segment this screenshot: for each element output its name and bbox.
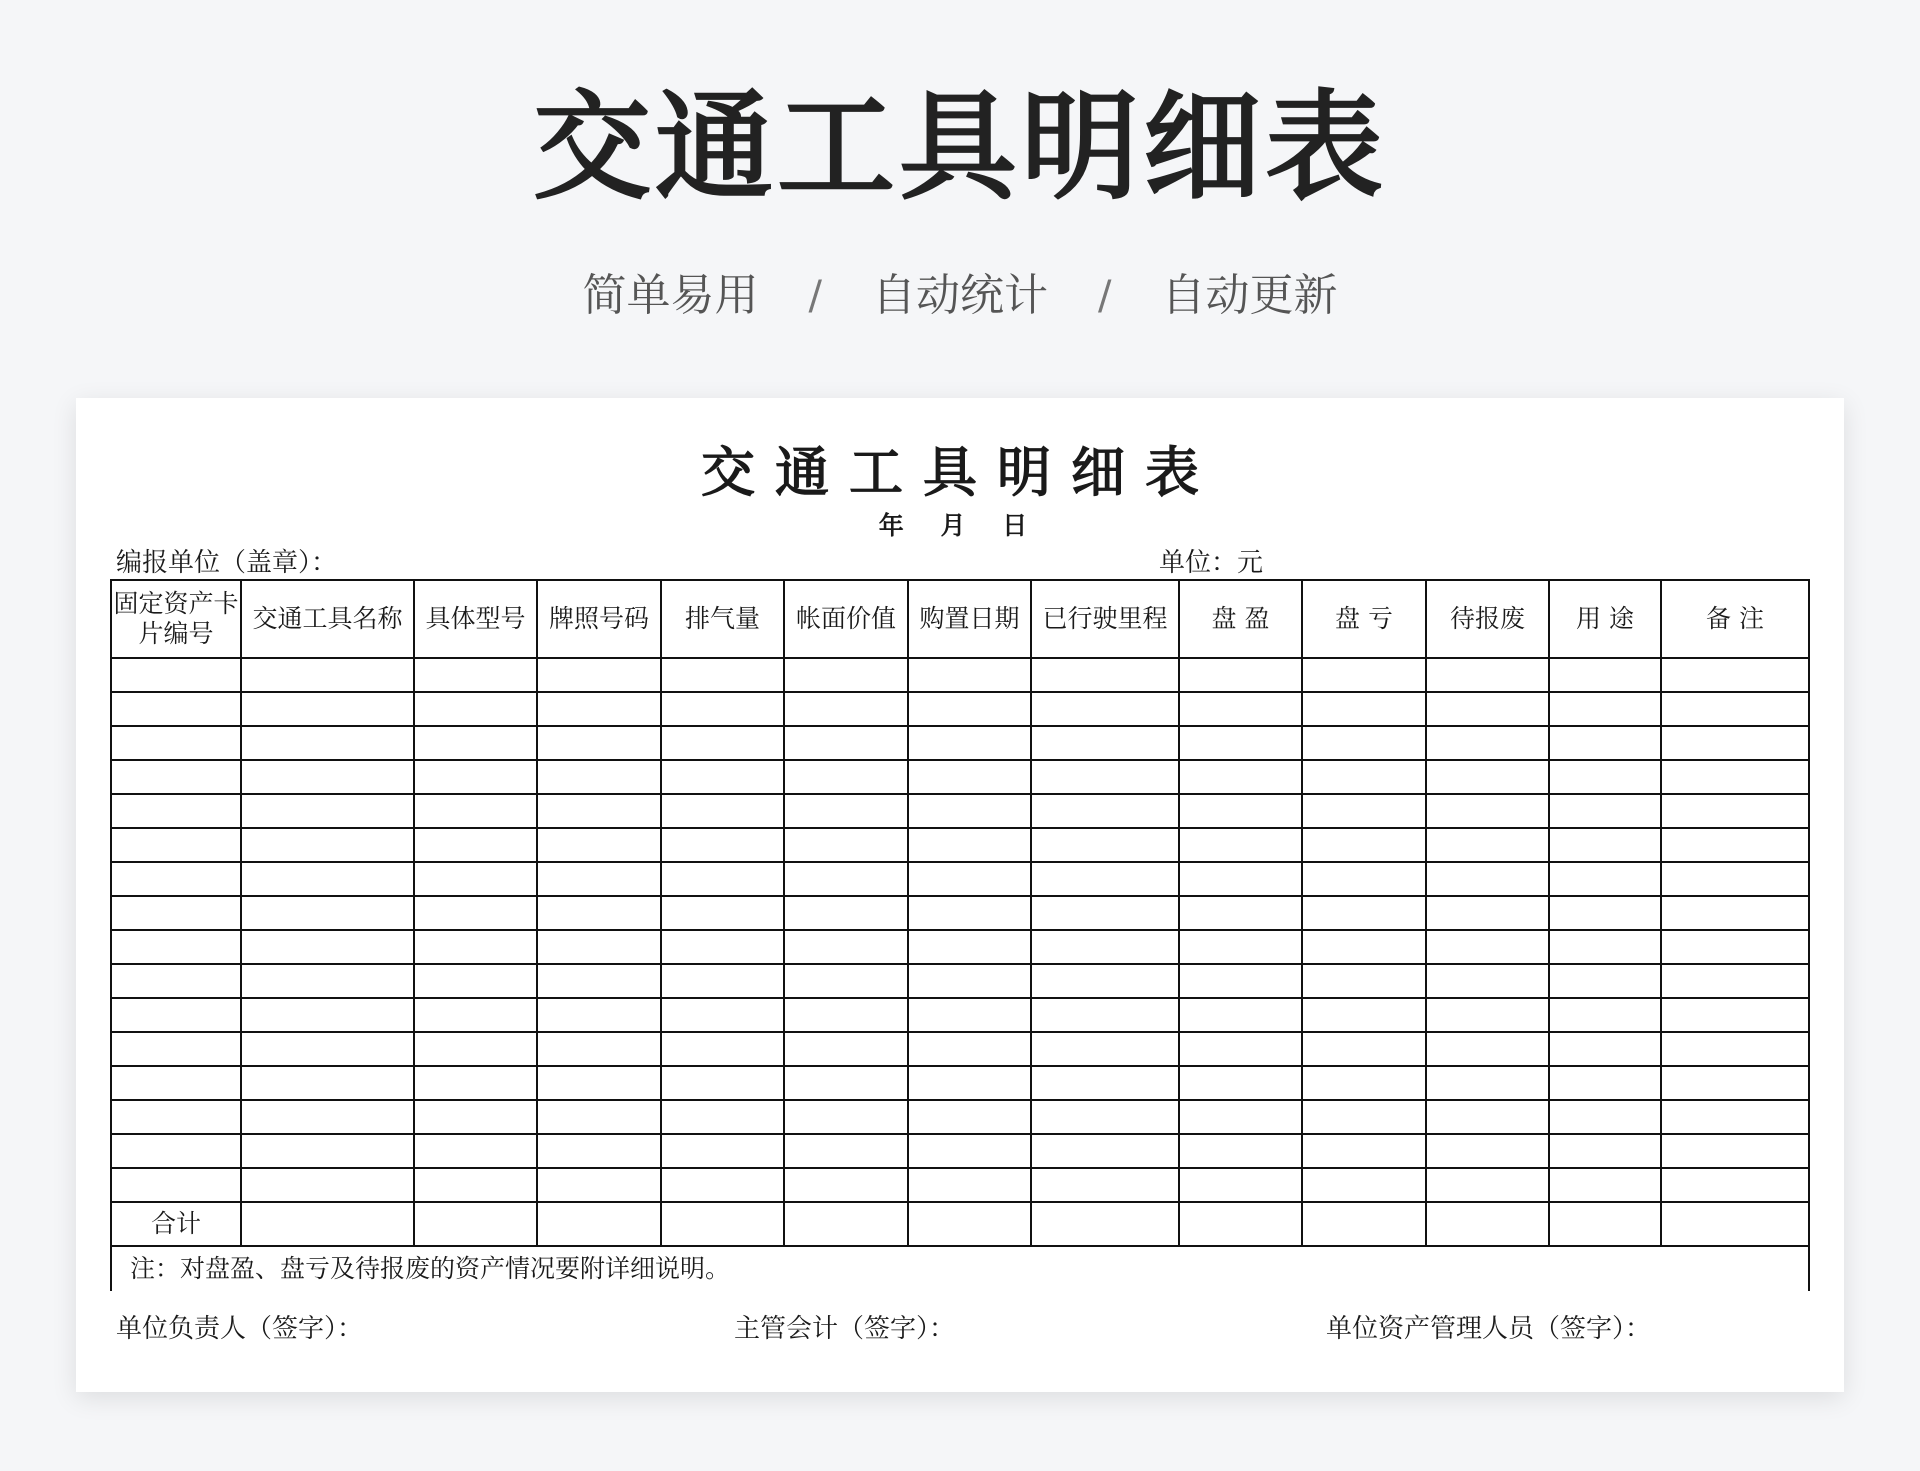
table-cell[interactable] xyxy=(1549,760,1661,794)
table-cell[interactable] xyxy=(1426,794,1549,828)
table-cell[interactable] xyxy=(1661,828,1809,862)
table-row xyxy=(111,794,1809,828)
table-cell[interactable] xyxy=(1549,896,1661,930)
table-cell[interactable] xyxy=(1549,964,1661,998)
table-cell[interactable] xyxy=(241,1100,414,1134)
table-row xyxy=(111,964,1809,998)
table-cell[interactable] xyxy=(537,1066,661,1100)
table-cell[interactable] xyxy=(1302,1202,1426,1246)
table-cell[interactable] xyxy=(1302,760,1426,794)
table-cell[interactable] xyxy=(661,1134,784,1168)
table-cell[interactable] xyxy=(111,964,241,998)
table-cell[interactable] xyxy=(241,1032,414,1066)
table-cell[interactable] xyxy=(1426,658,1549,692)
table-cell[interactable] xyxy=(908,794,1031,828)
table-cell[interactable] xyxy=(1661,1066,1809,1100)
table-cell[interactable] xyxy=(537,1168,661,1202)
table-cell[interactable] xyxy=(908,658,1031,692)
table-cell[interactable] xyxy=(661,726,784,760)
column-header: 帐面价值 xyxy=(784,580,908,658)
table-cell[interactable] xyxy=(1426,896,1549,930)
column-header: 盘 盈 xyxy=(1179,580,1302,658)
table-cell[interactable] xyxy=(111,760,241,794)
table-cell[interactable] xyxy=(241,658,414,692)
tag-auto-update: 自动更新 xyxy=(1161,270,1338,321)
table-row xyxy=(111,1100,1809,1134)
table-cell[interactable] xyxy=(537,760,661,794)
table-cell[interactable] xyxy=(241,896,414,930)
column-header: 用 途 xyxy=(1549,580,1661,658)
table-cell[interactable] xyxy=(1426,1100,1549,1134)
table-cell[interactable] xyxy=(414,828,537,862)
table-cell[interactable] xyxy=(1426,998,1549,1032)
table-cell[interactable] xyxy=(1179,1032,1302,1066)
table-cell[interactable] xyxy=(241,726,414,760)
table-cell[interactable] xyxy=(1661,964,1809,998)
table-cell[interactable] xyxy=(1302,1066,1426,1100)
table-cell[interactable] xyxy=(111,1066,241,1100)
column-header: 备 注 xyxy=(1661,580,1809,658)
table-cell[interactable] xyxy=(414,658,537,692)
table-cell[interactable] xyxy=(1549,794,1661,828)
table-cell[interactable] xyxy=(661,930,784,964)
table-cell[interactable] xyxy=(1661,998,1809,1032)
column-header: 牌照号码 xyxy=(537,580,661,658)
table-cell[interactable] xyxy=(537,1100,661,1134)
table-row xyxy=(111,1032,1809,1066)
table-cell[interactable] xyxy=(1179,760,1302,794)
table-cell[interactable] xyxy=(1031,828,1179,862)
table-cell[interactable] xyxy=(414,1134,537,1168)
table-cell[interactable] xyxy=(537,862,661,896)
table-cell[interactable] xyxy=(1031,896,1179,930)
table-cell[interactable] xyxy=(908,998,1031,1032)
table-cell[interactable] xyxy=(414,1168,537,1202)
table-cell[interactable] xyxy=(1031,964,1179,998)
table-cell[interactable] xyxy=(1179,1066,1302,1100)
table-cell[interactable] xyxy=(1661,1168,1809,1202)
table-cell[interactable] xyxy=(784,1066,908,1100)
table-cell[interactable] xyxy=(241,930,414,964)
table-cell[interactable] xyxy=(1302,1100,1426,1134)
table-cell[interactable] xyxy=(1031,658,1179,692)
note-row xyxy=(111,1246,1809,1291)
note-text: 注：对盘盈、盘亏及待报废的资产情况要附详细说明。 xyxy=(111,1246,1809,1291)
table-cell[interactable] xyxy=(908,692,1031,726)
table-cell[interactable] xyxy=(908,1066,1031,1100)
column-header: 购置日期 xyxy=(908,580,1031,658)
table-cell[interactable] xyxy=(1426,828,1549,862)
table-cell[interactable] xyxy=(908,1202,1031,1246)
table-cell[interactable] xyxy=(1179,862,1302,896)
table-cell[interactable] xyxy=(784,658,908,692)
table-cell[interactable] xyxy=(1179,1134,1302,1168)
table-cell[interactable] xyxy=(111,930,241,964)
table-cell[interactable] xyxy=(241,692,414,726)
table-cell[interactable] xyxy=(1179,1100,1302,1134)
table-cell[interactable] xyxy=(1302,998,1426,1032)
table-cell[interactable] xyxy=(414,794,537,828)
table-cell[interactable] xyxy=(414,930,537,964)
table-cell[interactable] xyxy=(1031,1066,1179,1100)
table-header-row xyxy=(111,580,1809,658)
table-cell[interactable] xyxy=(1661,862,1809,896)
table-cell[interactable] xyxy=(537,896,661,930)
table-cell[interactable] xyxy=(241,794,414,828)
table-cell[interactable] xyxy=(111,1032,241,1066)
table-cell[interactable] xyxy=(661,794,784,828)
table-cell[interactable] xyxy=(111,692,241,726)
table-cell[interactable] xyxy=(908,1100,1031,1134)
table-cell[interactable] xyxy=(1426,1066,1549,1100)
table-cell[interactable] xyxy=(1302,930,1426,964)
column-header: 已行驶里程 xyxy=(1031,580,1179,658)
table-cell[interactable] xyxy=(1302,1032,1426,1066)
table-cell[interactable] xyxy=(1426,1032,1549,1066)
table-cell[interactable] xyxy=(784,896,908,930)
table-cell[interactable] xyxy=(784,862,908,896)
column-header: 具体型号 xyxy=(414,580,537,658)
table-cell[interactable] xyxy=(661,760,784,794)
table-cell[interactable] xyxy=(241,828,414,862)
table-cell[interactable] xyxy=(1179,794,1302,828)
table-cell[interactable] xyxy=(1179,828,1302,862)
table-cell[interactable] xyxy=(784,828,908,862)
table-cell[interactable] xyxy=(111,1100,241,1134)
table-cell[interactable] xyxy=(1302,726,1426,760)
signature-accountant: 主管会计（签字）： xyxy=(734,1314,956,1344)
table-cell[interactable] xyxy=(1549,692,1661,726)
table-cell[interactable] xyxy=(661,998,784,1032)
table-cell[interactable] xyxy=(908,964,1031,998)
table-cell[interactable] xyxy=(1179,964,1302,998)
table-row xyxy=(111,726,1809,760)
table-row xyxy=(111,862,1809,896)
table-cell[interactable] xyxy=(1179,998,1302,1032)
table-row xyxy=(111,1134,1809,1168)
table-row xyxy=(111,760,1809,794)
signature-line xyxy=(116,1311,1816,1347)
table-cell[interactable] xyxy=(111,726,241,760)
table-cell[interactable] xyxy=(111,794,241,828)
table-cell[interactable] xyxy=(1661,658,1809,692)
table-cell[interactable] xyxy=(661,964,784,998)
table-cell[interactable] xyxy=(908,726,1031,760)
table-cell[interactable] xyxy=(1661,794,1809,828)
table-cell[interactable] xyxy=(111,896,241,930)
total-label: 合计 xyxy=(111,1202,241,1246)
table-cell[interactable] xyxy=(1302,692,1426,726)
table-row xyxy=(111,828,1809,862)
column-header: 固定资产卡片编号 xyxy=(111,580,241,658)
table-cell[interactable] xyxy=(661,1168,784,1202)
table-cell[interactable] xyxy=(661,692,784,726)
table-cell[interactable] xyxy=(1661,1100,1809,1134)
signature-head: 单位负责人（签字）： xyxy=(116,1314,364,1344)
table-cell[interactable] xyxy=(784,760,908,794)
vehicle-detail-table xyxy=(110,579,1810,1291)
table-cell[interactable] xyxy=(908,1134,1031,1168)
table-cell[interactable] xyxy=(1549,1066,1661,1100)
table-cell[interactable] xyxy=(784,1168,908,1202)
table-cell[interactable] xyxy=(1549,862,1661,896)
table-cell[interactable] xyxy=(1661,1134,1809,1168)
table-cell[interactable] xyxy=(1549,998,1661,1032)
table-cell[interactable] xyxy=(414,964,537,998)
table-cell[interactable] xyxy=(1031,692,1179,726)
table-cell[interactable] xyxy=(414,692,537,726)
table-cell[interactable] xyxy=(111,1134,241,1168)
table-cell[interactable] xyxy=(1031,1168,1179,1202)
table-cell[interactable] xyxy=(241,998,414,1032)
table-cell[interactable] xyxy=(1549,828,1661,862)
table-cell[interactable] xyxy=(1426,692,1549,726)
table-cell[interactable] xyxy=(241,1168,414,1202)
table-cell[interactable] xyxy=(1661,1032,1809,1066)
table-cell[interactable] xyxy=(908,760,1031,794)
table-cell[interactable] xyxy=(1549,1032,1661,1066)
table-cell[interactable] xyxy=(1302,658,1426,692)
table-cell[interactable] xyxy=(661,658,784,692)
column-header: 交通工具名称 xyxy=(241,580,414,658)
table-cell[interactable] xyxy=(1031,930,1179,964)
table-cell[interactable] xyxy=(1179,658,1302,692)
table-cell[interactable] xyxy=(1031,998,1179,1032)
tag-easy: 简单易用 xyxy=(582,270,759,321)
table-cell[interactable] xyxy=(537,998,661,1032)
table-cell[interactable] xyxy=(1031,862,1179,896)
table-row xyxy=(111,1168,1809,1202)
table-cell[interactable] xyxy=(1549,658,1661,692)
total-row xyxy=(111,1202,1809,1246)
table-cell[interactable] xyxy=(111,828,241,862)
table-cell[interactable] xyxy=(1549,1202,1661,1246)
tag-auto-stat: 自动统计 xyxy=(872,270,1048,321)
table-cell[interactable] xyxy=(784,1202,908,1246)
table-cell[interactable] xyxy=(414,726,537,760)
reporting-unit-label: 编报单位（盖章）： xyxy=(116,548,338,578)
table-cell[interactable] xyxy=(1031,726,1179,760)
table-cell[interactable] xyxy=(908,828,1031,862)
table-cell[interactable] xyxy=(241,760,414,794)
signature-asset-manager: 单位资产管理人员（签字）： xyxy=(1326,1314,1652,1344)
table-cell[interactable] xyxy=(1661,760,1809,794)
sheet-title: 交通工具明细表 xyxy=(701,441,1219,504)
table-cell[interactable] xyxy=(241,862,414,896)
table-cell[interactable] xyxy=(1426,726,1549,760)
table-cell[interactable] xyxy=(537,658,661,692)
hero-title: 交通工具明细表 xyxy=(532,78,1387,216)
table-cell[interactable] xyxy=(537,1202,661,1246)
currency-unit-label: 单位：元 xyxy=(1159,548,1264,578)
tag-separator: / xyxy=(1098,273,1112,319)
table-cell[interactable] xyxy=(661,1066,784,1100)
table-cell[interactable] xyxy=(784,692,908,726)
table-cell[interactable] xyxy=(241,1134,414,1168)
table-cell[interactable] xyxy=(908,1168,1031,1202)
tag-separator: / xyxy=(808,273,822,319)
table-cell[interactable] xyxy=(908,896,1031,930)
table-cell[interactable] xyxy=(1426,1202,1549,1246)
table-cell[interactable] xyxy=(414,862,537,896)
table-cell[interactable] xyxy=(1426,760,1549,794)
table-cell[interactable] xyxy=(241,964,414,998)
table-cell[interactable] xyxy=(661,1202,784,1246)
table-cell[interactable] xyxy=(784,1032,908,1066)
table-cell[interactable] xyxy=(1031,760,1179,794)
table-cell[interactable] xyxy=(1661,1202,1809,1246)
table-row xyxy=(111,896,1809,930)
table-cell[interactable] xyxy=(1661,692,1809,726)
table-cell[interactable] xyxy=(784,726,908,760)
table-cell[interactable] xyxy=(661,896,784,930)
table-cell[interactable] xyxy=(784,1100,908,1134)
table-cell[interactable] xyxy=(1031,1134,1179,1168)
table-cell[interactable] xyxy=(111,658,241,692)
table-cell[interactable] xyxy=(1302,964,1426,998)
table-cell[interactable] xyxy=(414,896,537,930)
table-cell[interactable] xyxy=(1426,862,1549,896)
table-cell[interactable] xyxy=(784,930,908,964)
hero-tagline xyxy=(0,268,1920,324)
table-cell[interactable] xyxy=(1549,1168,1661,1202)
table-cell[interactable] xyxy=(784,964,908,998)
table-cell[interactable] xyxy=(1549,1100,1661,1134)
table-cell[interactable] xyxy=(414,1100,537,1134)
table-cell[interactable] xyxy=(537,1134,661,1168)
table-cell[interactable] xyxy=(908,862,1031,896)
table-cell[interactable] xyxy=(1661,896,1809,930)
table-cell[interactable] xyxy=(414,760,537,794)
table-cell[interactable] xyxy=(661,828,784,862)
table-cell[interactable] xyxy=(537,692,661,726)
table-cell[interactable] xyxy=(1549,930,1661,964)
column-header: 排气量 xyxy=(661,580,784,658)
table-row xyxy=(111,1066,1809,1100)
table-cell[interactable] xyxy=(537,794,661,828)
table-cell[interactable] xyxy=(1031,794,1179,828)
table-cell[interactable] xyxy=(1302,896,1426,930)
table-cell[interactable] xyxy=(1426,964,1549,998)
table-cell[interactable] xyxy=(1302,862,1426,896)
table-cell[interactable] xyxy=(1031,1100,1179,1134)
table-cell[interactable] xyxy=(661,862,784,896)
table-cell[interactable] xyxy=(1179,726,1302,760)
table-cell[interactable] xyxy=(1179,896,1302,930)
table-cell[interactable] xyxy=(537,828,661,862)
table-cell[interactable] xyxy=(241,1202,414,1246)
table-cell[interactable] xyxy=(241,1066,414,1100)
table-cell[interactable] xyxy=(1302,1168,1426,1202)
table-cell[interactable] xyxy=(1179,1168,1302,1202)
table-cell[interactable] xyxy=(1302,828,1426,862)
table-cell[interactable] xyxy=(414,1202,537,1246)
table-cell[interactable] xyxy=(537,964,661,998)
table-cell[interactable] xyxy=(1179,930,1302,964)
table-cell[interactable] xyxy=(537,930,661,964)
table-cell[interactable] xyxy=(1426,1134,1549,1168)
table-cell[interactable] xyxy=(661,1032,784,1066)
table-cell[interactable] xyxy=(414,1032,537,1066)
table-row xyxy=(111,998,1809,1032)
table-cell[interactable] xyxy=(1549,726,1661,760)
table-cell[interactable] xyxy=(1661,726,1809,760)
column-header: 盘 亏 xyxy=(1302,580,1426,658)
sheet-date-line: 年 月 日 xyxy=(878,511,1042,540)
table-cell[interactable] xyxy=(661,1100,784,1134)
table-cell[interactable] xyxy=(784,1134,908,1168)
table-cell[interactable] xyxy=(1179,1202,1302,1246)
table-cell[interactable] xyxy=(537,726,661,760)
table-row xyxy=(111,692,1809,726)
table-row xyxy=(111,930,1809,964)
table-cell[interactable] xyxy=(1426,1168,1549,1202)
table-cell[interactable] xyxy=(537,1032,661,1066)
table-cell[interactable] xyxy=(1031,1032,1179,1066)
table-cell[interactable] xyxy=(111,862,241,896)
table-cell[interactable] xyxy=(111,998,241,1032)
column-header: 待报废 xyxy=(1426,580,1549,658)
table-cell[interactable] xyxy=(784,998,908,1032)
table-cell[interactable] xyxy=(1426,930,1549,964)
table-cell[interactable] xyxy=(1179,692,1302,726)
table-cell[interactable] xyxy=(1302,794,1426,828)
table-row xyxy=(111,658,1809,692)
table-cell[interactable] xyxy=(1549,1134,1661,1168)
table-cell[interactable] xyxy=(1661,930,1809,964)
table-cell[interactable] xyxy=(908,930,1031,964)
table-cell[interactable] xyxy=(414,1066,537,1100)
table-cell[interactable] xyxy=(1302,1134,1426,1168)
table-cell[interactable] xyxy=(414,998,537,1032)
form-sheet xyxy=(76,398,1844,1392)
table-cell[interactable] xyxy=(784,794,908,828)
table-cell[interactable] xyxy=(908,1032,1031,1066)
table-cell[interactable] xyxy=(111,1168,241,1202)
table-cell[interactable] xyxy=(1031,1202,1179,1246)
